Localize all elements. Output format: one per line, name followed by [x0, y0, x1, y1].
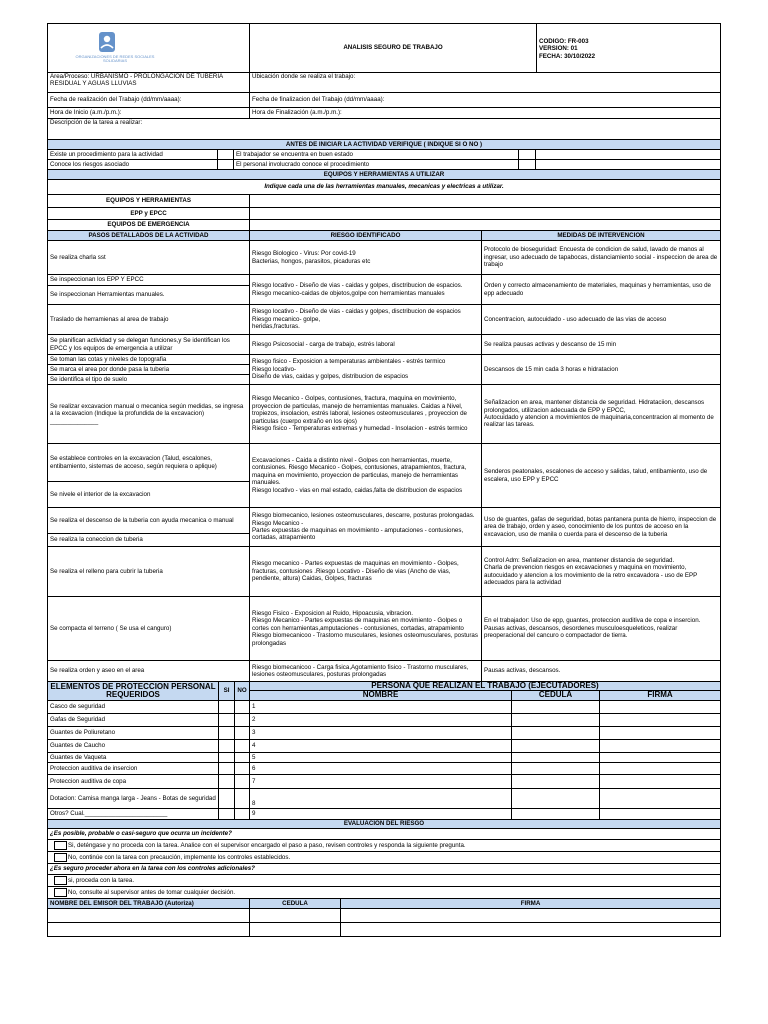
ppe-si-check[interactable]	[219, 774, 235, 788]
person-id-field[interactable]	[512, 788, 600, 808]
person-name-field[interactable]: 1	[250, 700, 512, 713]
option-checkbox[interactable]	[54, 853, 67, 862]
ppe-table	[47, 681, 721, 820]
steps-table	[47, 230, 721, 682]
verify-title: ANTES DE INICIAR LA ACTIVIDAD VERIFIQUE ( INDIQUE SI O NO )	[48, 140, 721, 150]
step-cell: Se toman las cotas y niveles de topografia	[48, 355, 250, 365]
option-label: No, continúe con la tarea con precaución, implemente los controles establecidos.	[68, 853, 291, 861]
ppe-item: Guantes de Caucho	[48, 739, 219, 752]
start-time-field[interactable]: Hora de Inicio (a.m./p.m.):	[48, 108, 250, 119]
ppe-item: Gafas de Seguridad	[48, 713, 219, 726]
emitter-id-header: CEDULA	[250, 898, 341, 908]
equipment-input[interactable]	[250, 208, 721, 220]
option-label: si, proceda con la tarea.	[68, 876, 135, 884]
person-id-field[interactable]	[512, 713, 600, 726]
verify-blank	[536, 160, 721, 170]
verify-table	[47, 139, 721, 170]
person-signature-field[interactable]	[600, 713, 721, 726]
risk-cell: Riesgo biomecanicoo - Carga fisica,Agotamiento fisico - Trastorno musculares, lesiones osteomusculares, posturas prolongadas	[250, 661, 482, 682]
person-id-field[interactable]	[512, 808, 600, 819]
measure-cell: En el trabajador: Uso de epp, guantes, proteccion auditiva de copa e insercion. Pausas activas, descansos, desordenes musculoesqueleticos, realizar preoperacional del cancuro o compactador de tierra.	[482, 597, 721, 661]
equipment-input[interactable]	[250, 220, 721, 231]
ppe-item: Casco de seguridad	[48, 700, 219, 713]
option-checkbox[interactable]	[54, 841, 67, 850]
ppe-no-check[interactable]	[235, 788, 250, 808]
person-id-field[interactable]	[512, 726, 600, 739]
evaluation-option[interactable]	[48, 886, 721, 898]
ppe-item: Guantes de Poliuretano	[48, 726, 219, 739]
verify-item: El personal involucrado conoce el procedimiento	[234, 160, 519, 170]
person-id-field[interactable]	[512, 762, 600, 774]
info-table	[47, 72, 721, 140]
emitter-table	[47, 898, 721, 937]
persons-col-cedula: CEDULA	[512, 691, 600, 700]
risk-cell: Riesgo locativo - Diseño de vias - caidas y golpes, disctribucion de espacios Riesgo mecanico- golpe, heridas,fracturas.	[250, 305, 482, 335]
person-signature-field[interactable]	[600, 808, 721, 819]
verify-item: Conoce los riesgos asociado	[48, 160, 218, 170]
verify-blank	[536, 150, 721, 160]
evaluation-option[interactable]	[48, 851, 721, 863]
person-id-field[interactable]	[512, 739, 600, 752]
ppe-no-check[interactable]	[235, 700, 250, 713]
emitter-signature-field[interactable]	[341, 922, 721, 936]
person-signature-field[interactable]	[600, 700, 721, 713]
area-field[interactable]: Area/Proceso: URBANISMO - PROLONGACION DE TUBERIA RESIDUAL Y AGUAS LLUVIAS	[48, 73, 250, 93]
person-id-field[interactable]	[512, 774, 600, 788]
ppe-si-check[interactable]	[219, 713, 235, 726]
person-name-field[interactable]: 5	[250, 752, 512, 762]
evaluation-question-1: ¿Es posible, probable o casi-seguro que ocurra un incidente?	[48, 828, 721, 839]
option-label: No, consulte al supervisor antes de tomar cualquier decisión.	[68, 888, 236, 896]
risk-cell: Riesgo Fisico - Exposicion al Ruido, Hipoacusia, vibracion. Riesgo Mecanico - Partes expuestas de maquinas en movimiento - Golpes o cortes con herramientas,amputaciones - contusiones, cortadas, atrapamiento Riesgo biomecanicoo - Trastorno musculares, lesiones osteomusculares, posturas prolongadas	[250, 597, 482, 661]
risk-cell: Riesgo Mecanico - Golpes, contusiones, fractura, maquina en movimiento, proyeccion de particulas, manejo de herramientas manuales. Caidas a Nivel, tropiezos, insolacion, estrés laboral, lesiones osteomusculares , proyeccion de particulas (cuerpo extraño en los ojos) Riesgo fisico - Temperaturas extremas y humedad - Insolacion - estrés termico	[250, 385, 482, 444]
risk-cell: Riesgo Psicosocial - carga de trabajo, estrés laboral	[250, 335, 482, 355]
ppe-si-check[interactable]	[219, 762, 235, 774]
equipment-instruction: Indique cada una de las herramientas manuales, mecanicas y electricas a utilizar.	[48, 180, 721, 195]
form-code: CODIGO: FR-003	[539, 38, 589, 45]
ppe-no-check[interactable]	[235, 774, 250, 788]
person-signature-field[interactable]	[600, 774, 721, 788]
ppe-title: ELEMENTOS DE PROTECCION PERSONAL REQUERIDOS	[48, 682, 219, 701]
persons-col-firma: FIRMA	[600, 691, 721, 700]
emitter-name-field[interactable]	[48, 908, 250, 922]
person-name-field[interactable]: 8	[250, 788, 512, 808]
form-meta	[537, 24, 721, 73]
person-name-field[interactable]: 3	[250, 726, 512, 739]
verify-checkbox[interactable]	[218, 160, 234, 170]
measure-cell: Pausas activas, descansos.	[482, 661, 721, 682]
person-name-field[interactable]: 2	[250, 713, 512, 726]
risk-cell: Excavaciones - Caida a distinto nivel - Golpes con herramientas, muerte, contusiones. Riesgo Mecanico - Golpes, contusiones, atrapamientos, fractura, maquina en movimiento, proyeccion de particulas, manejo de herramientas manuales. Riesgo locativo - vias en mal estado, caidas,falta de distribucion de espacios	[250, 444, 482, 508]
ppe-no-check[interactable]	[235, 752, 250, 762]
ppe-item: Dotacion: Camisa manga larga - Jeans - Botas de seguridad	[48, 788, 219, 808]
ppe-no-check[interactable]	[235, 739, 250, 752]
measure-cell: Uso de guantes, gafas de seguridad, botas pantanera punta de hierro, inspeccion de area de trabajo, orden y aseo, conocimiento de los puntos de acceso en la excavacion, uso de manila o cuerda para el descenso de la tuberia	[482, 508, 721, 547]
measure-cell: Descansos de 15 min cada 3 horas e hidratacion	[482, 355, 721, 385]
ppe-no-check[interactable]	[235, 762, 250, 774]
verify-checkbox[interactable]	[519, 160, 536, 170]
risk-cell: Riesgo locativo - Diseño de vias - caidas y golpes, disctribucion de espacios. Riesgo mecanico-caidas de objetos,golpe con herramientas manuales	[250, 275, 482, 305]
step-cell: Se inspeccionan los EPP Y EPCC	[48, 275, 250, 286]
step-cell: Se realiza el descenso de la tuberia con ayuda mecanica o manual	[48, 508, 250, 534]
evaluation-title: EVALUACION DEL RIESGO	[48, 819, 721, 828]
ppe-si-check[interactable]	[219, 700, 235, 713]
step-cell: Se establece controles en la excavacion (Talud, escalones, entibamiento, sistemas de acceso, según requiera o aplique)	[48, 444, 250, 482]
header-table	[47, 23, 721, 73]
persons-col-nombre: NOMBRE	[250, 691, 512, 700]
risk-cell: Riesgo biomecanico, lesiones osteomusculares, descarre, posturas prolongadas. Riesgo Mecanico - Partes expuestas de maquinas en movimiento - amputaciones - contusiones, cortadas, atrapamiento	[250, 508, 482, 547]
step-cell: Se inspeccionan Herramientas manuales.	[48, 286, 250, 305]
start-date-field[interactable]: Fecha de realización del Trabajo (dd/mm/aaaa):	[48, 93, 250, 108]
step-cell: Se realiza el relleno para cubrir la tuberia	[48, 547, 250, 597]
ppe-si-check[interactable]	[219, 739, 235, 752]
emitter-signature-header: FIRMA	[341, 898, 721, 908]
equipment-table	[47, 169, 721, 231]
ppe-no-check[interactable]	[235, 713, 250, 726]
option-checkbox[interactable]	[54, 888, 67, 897]
emitter-name-header: NOMBRE DEL EMISOR DEL TRABAJO (Autoriza)	[48, 898, 250, 908]
evaluation-option[interactable]	[48, 839, 721, 851]
ppe-item: Proteccion auditiva de insercion	[48, 762, 219, 774]
person-signature-field[interactable]	[600, 788, 721, 808]
form-version: VERSION: 01	[539, 45, 578, 53]
task-description-field[interactable]: Descripción de la tarea a realizar:	[48, 119, 721, 140]
measure-cell: Protocolo de bioseguridad: Encuesta de condicion de salud, lavado de manos al ingresar, uso adecuado de tapabocas, distanciamiento social - inspeccion de area de trabajo	[482, 241, 721, 275]
step-cell: Se planifican actividad y se delegan funciones,y Se identifican los EPCC y los equipos de emergencia a utilizar	[48, 335, 250, 355]
risk-cell: Riesgo fisico - Exposicion a temperaturas ambientales - estrés termico Riesgo locativo- Diseño de vias, caidas y golpes, distribucion de espacios	[250, 355, 482, 385]
measure-cell: Orden y correcto almacenamiento de materiales, maquinas y herramientas, uso de epp adecuado	[482, 275, 721, 305]
step-cell: Se realizar excavacion manual o mecanica según medidas, se ingresa a la excavacion (Indique la profundida de la excavacion) ______________	[48, 385, 250, 444]
form-date: FECHA: 30/10/2022	[539, 52, 596, 60]
location-field[interactable]: Ubicación donde se realiza el trabajo:	[250, 73, 721, 93]
equipment-row-label: EQUIPOS DE EMERGENCIA	[48, 220, 250, 231]
logo-text: ORGANIZACIONES DE REDES SOCIALES SOLIDARIAS	[75, 53, 155, 63]
ppe-si-check[interactable]	[219, 808, 235, 819]
ppe-item: Guantes de Vaqueta	[48, 752, 219, 762]
evaluation-table	[47, 819, 721, 899]
person-name-field[interactable]: 7	[250, 774, 512, 788]
person-id-field[interactable]	[512, 752, 600, 762]
verify-item: Existe un procedimiento para la actividad	[48, 150, 218, 160]
person-signature-field[interactable]	[600, 752, 721, 762]
step-cell: Se nivele el interior de la excavacion	[48, 482, 250, 508]
measures-header: MEDIDAS DE INTERVENCION	[482, 231, 721, 241]
equipment-input[interactable]	[250, 195, 721, 208]
measure-cell: Concentracion, autocuidado - uso adecuado de las vias de acceso	[482, 305, 721, 335]
person-signature-field[interactable]	[600, 726, 721, 739]
risk-header: RIESGO IDENTIFICADO	[250, 231, 482, 241]
option-checkbox[interactable]	[54, 876, 67, 885]
emitter-name-field[interactable]	[48, 922, 250, 936]
emitter-signature-field[interactable]	[341, 908, 721, 922]
person-signature-field[interactable]	[600, 739, 721, 752]
ppe-no-header: NO	[235, 682, 250, 701]
steps-header: PASOS DETALLADOS DE LA ACTIVIDAD	[48, 231, 250, 241]
person-id-field[interactable]	[512, 700, 600, 713]
evaluation-question-2: ¿Es seguro proceder ahora en la tarea con los controles adicionales?	[48, 863, 721, 874]
person-signature-field[interactable]	[600, 762, 721, 774]
measure-cell: Control Adm: Señalizacion en area, mantener distancia de seguridad. Charla de prevencion riesgos en excavaciones y maquina en movimiento, autocuidado y atencion a los movimiento de la retro excavadora - uso de EPP adecuados para la actividad	[482, 547, 721, 597]
step-cell: Se realiza charla sst	[48, 241, 250, 275]
equipment-row-label: EPP y EPCC	[48, 208, 250, 220]
measure-cell: Señalizacion en area, mantener distancia de seguridad. Hidrataciion, descansos prolongados, utilizacion adecuada de EPP y EPCC, Autocuidado y atencion a movimientos de maquinaria,concentracion al momento de realizar las tareas.	[482, 385, 721, 444]
step-cell: Se realiza orden y aseo en el area	[48, 661, 250, 682]
step-cell: Se compacta el terreno ( Se usa el canguro)	[48, 597, 250, 661]
logo-cell	[48, 24, 250, 73]
person-name-field[interactable]: 6	[250, 762, 512, 774]
end-time-field[interactable]: Hora de Finalización (a.m./p.m.):	[250, 108, 721, 119]
verify-item: El trabajador se encuentra en buen estado	[234, 150, 519, 160]
organization-logo-icon	[98, 31, 116, 53]
step-cell: Se realiza la coneccion de tuberia	[48, 534, 250, 547]
person-name-field[interactable]: 4	[250, 739, 512, 752]
emitter-id-field[interactable]	[250, 922, 341, 936]
risk-cell: Riesgo Biologico - Virus: Por covid-19 Bacterias, hongos, parasitos, picaduras etc	[250, 241, 482, 275]
ppe-si-check[interactable]	[219, 788, 235, 808]
form-title: ANALISIS SEGURO DE TRABAJO	[250, 24, 537, 73]
verify-checkbox[interactable]	[218, 150, 234, 160]
step-cell: Se marca el area por donde pasa la tuberia	[48, 365, 250, 375]
ppe-item: Otros? Cual.________________________	[48, 808, 219, 819]
ppe-item: Proteccion auditiva de copa	[48, 774, 219, 788]
ppe-si-header: SI	[219, 682, 235, 701]
step-cell: Se identifica el tipo de suelo	[48, 375, 250, 385]
risk-cell: Riesgo mecanico - Partes expuestas de maquinas en movimiento - Golpes, fracturas, contusiones .Riesgo Locativo - Diseño de vias (Ancho de vias, pendiente, altura) Caidas, Golpes, fracturas	[250, 547, 482, 597]
persons-title: PERSONA QUE REALIZAN EL TRABAJO (EJECUTADORES)	[250, 682, 721, 691]
ats-form	[47, 23, 720, 937]
end-date-field[interactable]: Fecha de finalizacion del Trabajo (dd/mm/aaaa):	[250, 93, 721, 108]
evaluation-option[interactable]	[48, 874, 721, 886]
ppe-si-check[interactable]	[219, 726, 235, 739]
ppe-no-check[interactable]	[235, 808, 250, 819]
option-label: Si, deténgase y no proceda con la tarea. Analice con el supervisor encargado el paso a paso, revisen controles y responda la siguiente pregunta.	[68, 841, 466, 849]
emitter-id-field[interactable]	[250, 908, 341, 922]
equipment-title: EQUIPOS Y HERRAMIENTAS A UTILIZAR	[48, 170, 721, 180]
measure-cell: Se realiza pausas activas y descanso de 15 min	[482, 335, 721, 355]
equipment-row-label: EQUIPOS Y HERRAMIENTAS	[48, 195, 250, 208]
person-name-field[interactable]: 9	[250, 808, 512, 819]
verify-checkbox[interactable]	[519, 150, 536, 160]
ppe-no-check[interactable]	[235, 726, 250, 739]
ppe-si-check[interactable]	[219, 752, 235, 762]
step-cell: Traslado de herramienas al area de trabajo	[48, 305, 250, 335]
measure-cell: Senderos peatonales, escalones de acceso y salidas, talud, entibamiento, uso de escalera, uso EPP y EPCC	[482, 444, 721, 508]
